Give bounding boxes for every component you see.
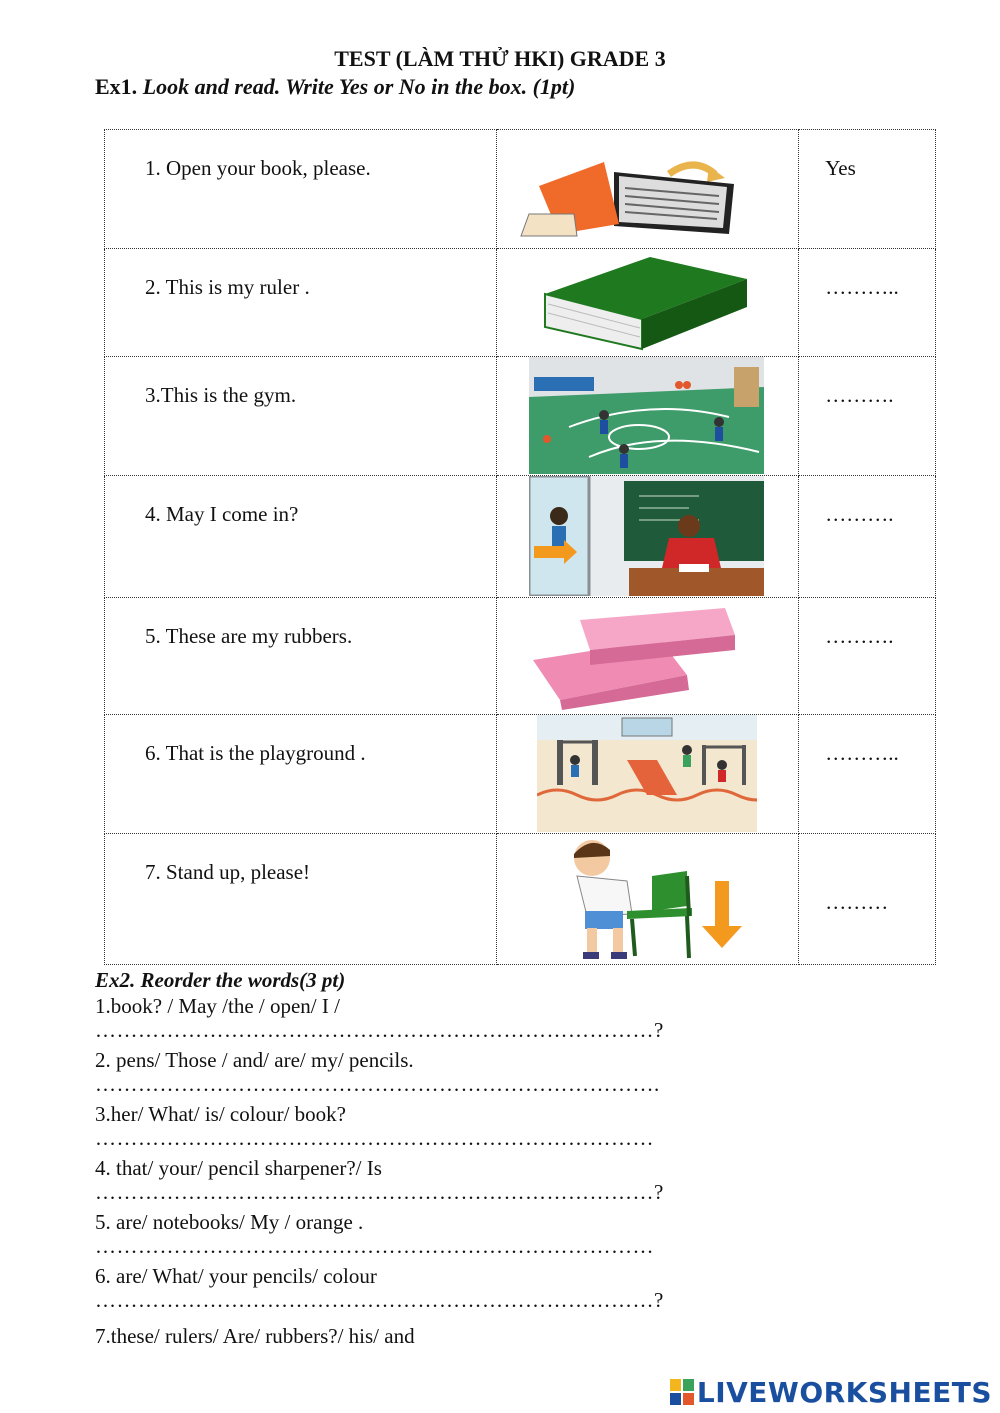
ex1-row — [105, 715, 936, 834]
open-book-icon — [519, 144, 749, 244]
ex1-answer: ……….. — [825, 275, 899, 299]
ex1-question: 6. That is the playground . — [145, 741, 366, 765]
answer-line[interactable]: ……………………………………………………………………? — [95, 1288, 664, 1312]
ex1-row — [105, 834, 936, 965]
ex2-prompt: 7.these/ rulers/ Are/ rubbers?/ his/ and — [95, 1324, 415, 1348]
ex1-question: 3.This is the gym. — [145, 383, 297, 407]
ex2-prompt: 3.her/ What/ is/ colour/ book? — [95, 1102, 346, 1126]
ex1-answer: ………. — [825, 624, 894, 648]
list-item — [95, 994, 795, 1048]
ex1-row — [105, 130, 936, 249]
watermark-text: LIVEWORKSHEETS — [696, 1375, 992, 1409]
gym-icon — [529, 357, 764, 474]
ex1-row — [105, 598, 936, 715]
list-item — [95, 1324, 795, 1378]
ex2-prompt: 4. that/ your/ pencil sharpener?/ Is — [95, 1156, 382, 1180]
answer-line[interactable]: ……………………………………………………………………? — [95, 1018, 664, 1042]
answer-line[interactable]: …………………………………………………………………… — [95, 1234, 654, 1258]
ex1-instruction: Look and read. Write Yes or No in the box. (1pt) — [142, 74, 576, 99]
ex1-row — [105, 249, 936, 357]
list-item — [95, 1156, 795, 1210]
ex2-prompt: 1.book? / May /the / open/ I / — [95, 994, 340, 1018]
ex1-question: 5. These are my rubbers. — [145, 624, 353, 648]
rubbers-icon — [525, 600, 745, 710]
list-item — [95, 1210, 795, 1264]
list-item — [95, 1102, 795, 1156]
ex1-heading — [95, 74, 575, 100]
ex1-answer: ………. — [825, 502, 894, 526]
ex1-answer: ……….. — [825, 741, 899, 765]
ex1-table — [104, 129, 936, 965]
liveworksheets-logo-icon — [669, 1378, 695, 1406]
answer-line[interactable]: ……………………………………………………………………. — [95, 1072, 660, 1096]
classroom-door-icon — [529, 476, 764, 596]
ex1-question: 2. This is my ruler . — [145, 275, 310, 299]
ex2-list — [95, 994, 795, 1378]
liveworksheets-logo — [669, 1376, 992, 1408]
ex1-row — [105, 476, 936, 598]
answer-line[interactable]: ……………………………………………………………………? — [95, 1180, 664, 1204]
ex1-answer: ……… — [825, 890, 889, 914]
answer-line[interactable]: …………………………………………………………………… — [95, 1126, 654, 1150]
ex1-label: Ex1. — [95, 74, 138, 99]
list-item — [95, 1048, 795, 1102]
boy-sitting-down-icon — [547, 836, 757, 964]
ex1-question: 7. Stand up, please! — [145, 860, 311, 884]
playground-icon — [537, 715, 757, 832]
ex1-answer: ………. — [825, 383, 894, 407]
ex1-question: 1. Open your book, please. — [145, 156, 371, 180]
ex1-answer: Yes — [825, 156, 856, 180]
ex2-prompt: 6. are/ What/ your pencils/ colour — [95, 1264, 377, 1288]
ex1-row — [105, 357, 936, 476]
list-item — [95, 1264, 795, 1324]
ex2-prompt: 5. are/ notebooks/ My / orange . — [95, 1210, 364, 1234]
green-book-icon — [542, 249, 752, 354]
ex2-prompt: 2. pens/ Those / and/ are/ my/ pencils. — [95, 1048, 414, 1072]
ex1-question: 4. May I come in? — [145, 502, 299, 526]
page-title: TEST (LÀM THỬ HKI) GRADE 3 — [334, 46, 666, 71]
ex2-heading: Ex2. Reorder the words(3 pt) — [95, 968, 346, 992]
